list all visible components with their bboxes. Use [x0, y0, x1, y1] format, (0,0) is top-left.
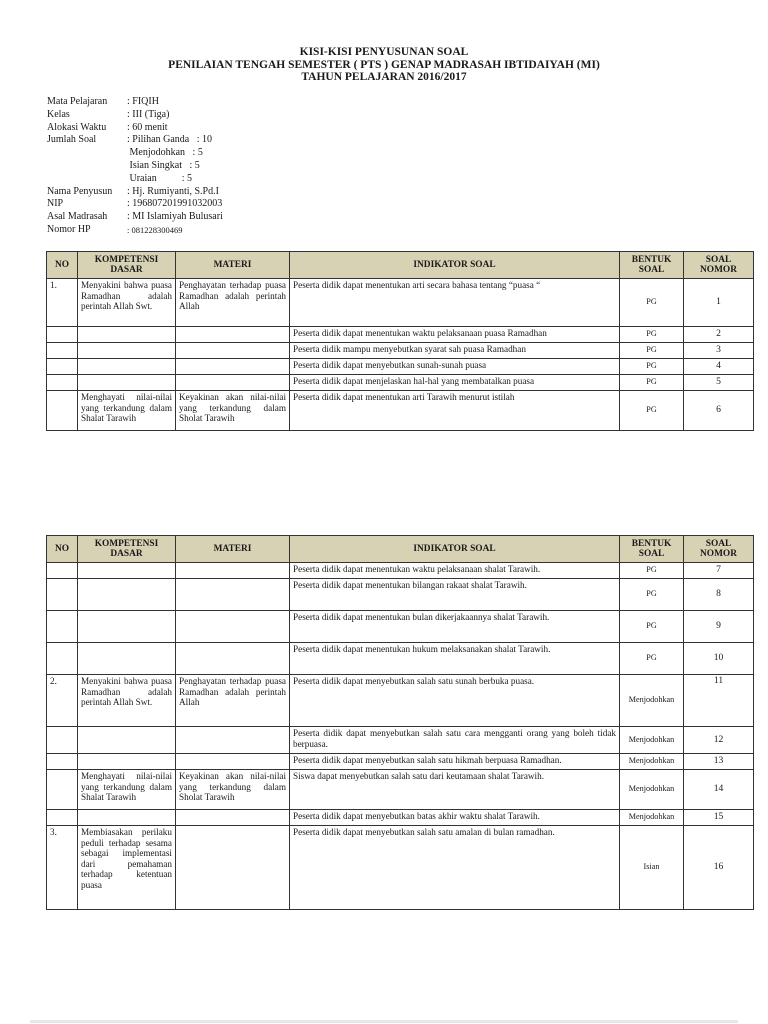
- jumlah-label: Jumlah Soal: [47, 134, 97, 146]
- cell-nomor: 1: [684, 279, 754, 327]
- cell-materi: Keyakinan akan nilai-nilai yang terkandung dalam Sholat Tarawih: [176, 770, 290, 810]
- cell-no: [47, 375, 78, 391]
- cell-nomor: 3: [684, 343, 754, 359]
- cell-bentuk: PG: [620, 579, 684, 611]
- cell-no: [47, 770, 78, 810]
- table-row: [47, 770, 754, 810]
- cell-nomor: 6: [684, 391, 754, 431]
- cell-nomor: 11: [684, 675, 754, 727]
- cell-no: 3.: [47, 826, 78, 910]
- madrasah-value: : MI Islamiyah Bulusari: [127, 211, 223, 223]
- cell-indikator: Peserta didik dapat menentukan waktu pelaksanaan puasa Ramadhan: [290, 327, 620, 343]
- cell-no: [47, 754, 78, 770]
- table-header-row: [47, 252, 754, 279]
- col-no: NO: [47, 252, 78, 279]
- col-bentuk: BENTUK SOAL: [620, 536, 684, 563]
- cell-indikator: Peserta didik dapat menentukan hukum melaksanakan shalat Tarawih.: [290, 643, 620, 675]
- cell-materi: [176, 375, 290, 391]
- cell-materi: [176, 643, 290, 675]
- mapel-value: : FIQIH: [127, 96, 159, 107]
- cell-indikator: Peserta didik dapat menentukan bulan dikerjakaannya shalat Tarawih.: [290, 611, 620, 643]
- kisi-kisi-table-1: [46, 251, 754, 431]
- table-row: [47, 643, 754, 675]
- col-bentuk: BENTUK SOAL: [620, 252, 684, 279]
- cell-bentuk: Menjodohkan: [620, 810, 684, 826]
- cell-materi: [176, 579, 290, 611]
- table-row: [47, 343, 754, 359]
- table-header-row: [47, 536, 754, 563]
- nip-value: : 196807201991032003: [127, 198, 223, 210]
- cell-indikator: Peserta didik dapat menentukan arti Tarawih menurut istilah: [290, 391, 620, 431]
- col-indikator: INDIKATOR SOAL: [290, 536, 620, 563]
- table-row: [47, 327, 754, 343]
- kisi-kisi-table-2: [46, 535, 754, 910]
- penyusun-value: : Hj. Rumiyanti, S.Pd.I: [127, 185, 219, 197]
- kelas-label: Kelas: [47, 108, 70, 120]
- cell-bentuk: PG: [620, 375, 684, 391]
- cell-indikator: Peserta didik dapat menyebutkan batas akhir waktu shalat Tarawih.: [290, 810, 620, 826]
- cell-kd: [78, 611, 176, 643]
- cell-nomor: 9: [684, 611, 754, 643]
- cell-bentuk: PG: [620, 611, 684, 643]
- cell-materi: [176, 727, 290, 754]
- cell-bentuk: Menjodohkan: [620, 754, 684, 770]
- hp-label: Nomor HP: [47, 223, 91, 235]
- col-kompetensi: KOMPETENSI DASAR: [78, 536, 176, 563]
- cell-kd: [78, 643, 176, 675]
- cell-nomor: 16: [684, 826, 754, 910]
- table-row: [47, 611, 754, 643]
- cell-nomor: 7: [684, 563, 754, 579]
- jumlah-value: : Pilihan Ganda : 10: [127, 134, 212, 146]
- cell-indikator: Peserta didik dapat menyebutkan salah satu cara mengganti orang yang boleh tidak berpuasa.: [290, 727, 620, 754]
- cell-no: [47, 563, 78, 579]
- col-nomor: SOAL NOMOR: [684, 252, 754, 279]
- cell-nomor: 13: [684, 754, 754, 770]
- cell-no: 1.: [47, 279, 78, 327]
- cell-kd: [78, 810, 176, 826]
- cell-materi: Penghayatan terhadap puasa Ramadhan adalah perintah Allah: [176, 279, 290, 327]
- cell-bentuk: PG: [620, 563, 684, 579]
- cell-nomor: 2: [684, 327, 754, 343]
- col-nomor: SOAL NOMOR: [684, 536, 754, 563]
- cell-no: [47, 343, 78, 359]
- cell-indikator: Peserta didik dapat menentukan bilangan rakaat shalat Tarawih.: [290, 579, 620, 611]
- info-block: [47, 96, 223, 237]
- mapel-label: Mata Pelajaran: [47, 96, 108, 107]
- col-indikator: INDIKATOR SOAL: [290, 252, 620, 279]
- alokasi-value: : 60 menit: [127, 121, 168, 133]
- cell-kd: Menghayati nilai-nilai yang terkandung dalam Shalat Tarawih: [78, 770, 176, 810]
- cell-indikator: Peserta didik dapat menentukan arti secara bahasa tentang “puasa “: [290, 279, 620, 327]
- cell-kd: Menyakini bahwa puasa Ramadhan adalah perintah Allah Swt.: [78, 279, 176, 327]
- cell-bentuk: Menjodohkan: [620, 675, 684, 727]
- cell-bentuk: PG: [620, 359, 684, 375]
- cell-nomor: 5: [684, 375, 754, 391]
- title-line-1: KISI-KISI PENYUSUNAN SOAL: [299, 46, 469, 58]
- cell-materi: [176, 754, 290, 770]
- table-row: [47, 754, 754, 770]
- cell-bentuk: PG: [620, 643, 684, 675]
- cell-materi: Keyakinan akan nilai-nilai yang terkandung dalam Sholat Tarawih: [176, 391, 290, 431]
- table-row: [47, 675, 754, 727]
- col-materi: MATERI: [176, 536, 290, 563]
- cell-materi: [176, 327, 290, 343]
- cell-kd: [78, 375, 176, 391]
- table-row: [47, 375, 754, 391]
- isian-count: Isian Singkat : 5: [127, 159, 200, 171]
- cell-indikator: Siswa dapat menyebutkan salah satu dari keutamaan shalat Tarawih.: [290, 770, 620, 810]
- table-row: [47, 391, 754, 431]
- cell-kd: [78, 327, 176, 343]
- table-row: [47, 279, 754, 327]
- cell-no: [47, 579, 78, 611]
- col-materi: MATERI: [176, 252, 290, 279]
- cell-indikator: Peserta didik dapat menyebutkan sunah-sunah puasa: [290, 359, 620, 375]
- col-no: NO: [47, 536, 78, 563]
- cell-materi: [176, 359, 290, 375]
- cell-no: [47, 727, 78, 754]
- madrasah-label: Asal Madrasah: [47, 211, 108, 223]
- cell-nomor: 12: [684, 727, 754, 754]
- cell-kd: Menghayati nilai-nilai yang terkandung dalam Shalat Tarawih: [78, 391, 176, 431]
- cell-kd: Membiasakan perilaku peduli terhadap sesama sebagai implementasi dari pemahaman terhadap ketentuan puasa: [78, 826, 176, 910]
- cell-no: [47, 327, 78, 343]
- cell-kd: [78, 754, 176, 770]
- cell-no: [47, 810, 78, 826]
- cell-materi: [176, 343, 290, 359]
- hp-value: : 081228300469: [127, 224, 183, 235]
- cell-nomor: 15: [684, 810, 754, 826]
- cell-nomor: 14: [684, 770, 754, 810]
- cell-nomor: 10: [684, 643, 754, 675]
- nip-label: NIP: [47, 198, 64, 210]
- document-title: [0, 46, 768, 84]
- cell-indikator: Peserta didik dapat menjelaskan hal-hal yang membatalkan puasa: [290, 375, 620, 391]
- col-kompetensi: KOMPETENSI DASAR: [78, 252, 176, 279]
- cell-no: [47, 359, 78, 375]
- table-row: [47, 727, 754, 754]
- cell-materi: [176, 563, 290, 579]
- cell-kd: [78, 563, 176, 579]
- cell-materi: Penghayatan terhadap puasa Ramadhan adalah perintah Allah: [176, 675, 290, 727]
- cell-kd: [78, 579, 176, 611]
- cell-indikator: Peserta didik dapat menyebutkan salah satu hikmah berpuasa Ramadhan.: [290, 754, 620, 770]
- cell-materi: [176, 826, 290, 910]
- table-row: [47, 359, 754, 375]
- cell-bentuk: Isian: [620, 826, 684, 910]
- cell-materi: [176, 810, 290, 826]
- cell-no: [47, 643, 78, 675]
- cell-no: 2.: [47, 675, 78, 727]
- cell-bentuk: PG: [620, 391, 684, 431]
- penyusun-label: Nama Penyusun: [47, 185, 113, 197]
- cell-materi: [176, 611, 290, 643]
- kelas-value: : III (Tiga): [127, 108, 170, 120]
- cell-indikator: Peserta didik dapat menyebutkan salah satu sunah berbuka puasa.: [290, 675, 620, 727]
- table-row: [47, 579, 754, 611]
- uraian-count: Uraian : 5: [127, 172, 192, 184]
- cell-indikator: Peserta didik mampu menyebutkan syarat sah puasa Ramadhan: [290, 343, 620, 359]
- cell-nomor: 4: [684, 359, 754, 375]
- cell-bentuk: Menjodohkan: [620, 770, 684, 810]
- cell-bentuk: PG: [620, 343, 684, 359]
- cell-bentuk: Menjodohkan: [620, 727, 684, 754]
- cell-kd: Menyakini bahwa puasa Ramadhan adalah perintah Allah Swt.: [78, 675, 176, 727]
- menjodohkan-count: Menjodohkan : 5: [127, 147, 203, 159]
- cell-bentuk: PG: [620, 279, 684, 327]
- title-line-3: TAHUN PELAJARAN 2016/2017: [301, 71, 467, 83]
- cell-indikator: Peserta didik dapat menyebutkan salah satu amalan di bulan ramadhan.: [290, 826, 620, 910]
- cell-nomor: 8: [684, 579, 754, 611]
- cell-kd: [78, 727, 176, 754]
- cell-bentuk: PG: [620, 327, 684, 343]
- cell-kd: [78, 359, 176, 375]
- cell-no: [47, 611, 78, 643]
- table-row: [47, 810, 754, 826]
- alokasi-label: Alokasi Waktu: [47, 121, 107, 133]
- page-bottom-divider: [30, 1020, 738, 1023]
- cell-indikator: Peserta didik dapat menentukan waktu pelaksanaan shalat Tarawih.: [290, 563, 620, 579]
- title-line-2: PENILAIAN TENGAH SEMESTER ( PTS ) GENAP MADRASAH IBTIDAIYAH (MI): [168, 58, 600, 71]
- cell-no: [47, 391, 78, 431]
- table-row: [47, 563, 754, 579]
- table-row: [47, 826, 754, 910]
- cell-kd: [78, 343, 176, 359]
